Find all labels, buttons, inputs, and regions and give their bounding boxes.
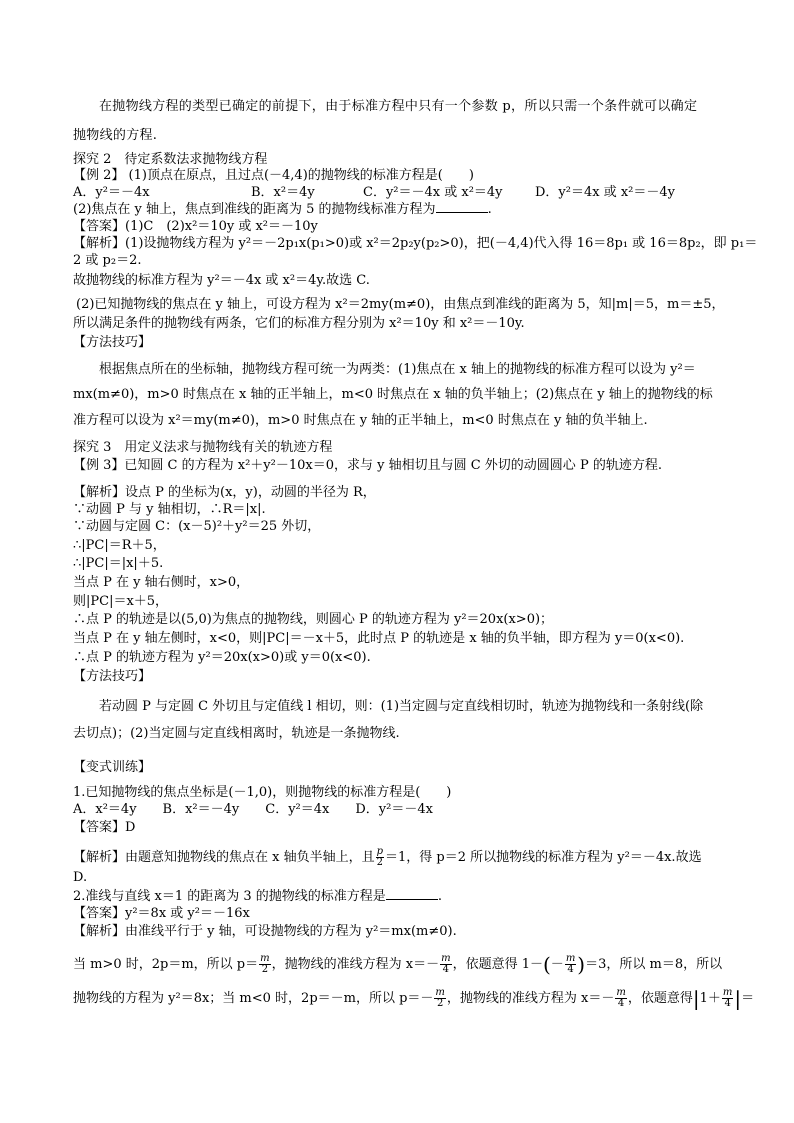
variant-q2-answer: 【答案】y²＝8x 或 y²＝－16x	[73, 906, 250, 921]
option-b: B．x²＝4y	[251, 185, 315, 200]
analysis-line: 【解析】(1)设抛物线方程为 y²＝－2p₁x(p₁>0)或 x²＝2p₂y(p₂>0)，把(－4,4)代入得 16＝8p₁ 或 16＝8p₂，即 p₁＝	[73, 236, 758, 251]
variant-q2-analysis: 【解析】由准线平行于 y 轴，可设抛物线的方程为 y²＝mx(m≠0).	[73, 924, 457, 939]
fraction-m-over-4: $\frac{m}{4}$	[722, 987, 733, 1009]
analysis-line: 当点 P 在 y 轴左侧时，x<0，则|PC|＝－x＋5，此时点 P 的轨迹是 x 轴的负半轴，即方程为 y＝0(x<0).	[73, 631, 685, 646]
intro-line-2: 抛物线的方程.	[73, 128, 158, 143]
analysis-line: ∴点 P 的轨迹方程为 y²＝20x(x>0)或 y＝0(x<0).	[73, 650, 371, 665]
variant-q1-analysis-end: D.	[73, 870, 88, 885]
variant-q2: 2.准线与直线 x＝1 的距离为 3 的抛物线的标准方程是 .	[73, 889, 442, 904]
variant-q1-answer: 【答案】D	[73, 820, 136, 835]
analysis-line: ∴|PC|＝|x|＋5.	[73, 556, 164, 571]
option-a: A．y²＝－4x	[73, 185, 150, 200]
method-line: 去切点)；(2)当定圆与定直线相离时，轨迹是一条抛物线.	[73, 726, 400, 741]
example2-options	[73, 185, 675, 201]
method-title: 【方法技巧】	[73, 669, 152, 684]
analysis-line: 故抛物线的标准方程为 y²＝－4x 或 x²＝4y.故选 C.	[73, 273, 370, 288]
probe2-title: 探究 2 待定系数法求抛物线方程	[73, 152, 268, 167]
analysis-line: ∴点 P 的轨迹是以(5,0)为焦点的抛物线，则圆心 P 的轨迹方程为 y²＝20x(x>0)；	[73, 612, 554, 627]
method-line: 准方程可以设为 x²＝my(m≠0)，m>0 时焦点在 y 轴的正半轴上，m<0 时焦点在 y 轴的负半轴上.	[73, 413, 648, 428]
option-d: D．y²＝4x 或 x²＝－4y	[535, 185, 676, 200]
answer-blank	[436, 201, 488, 213]
example3-question: 【例 3】已知圆 C 的方程为 x²＋y²－10x＝0，求与 y 轴相切且与圆 C 外切的动圆圆心 P 的轨迹方程.	[73, 458, 662, 473]
example2-q2: (2)焦点在 y 轴上，焦点到准线的距离为 5 的抛物线标准方程为 .	[73, 202, 492, 217]
analysis-line: 所以满足条件的抛物线有两条，它们的标准方程分别为 x²＝10y 和 x²＝－10y.	[73, 316, 525, 331]
abs-bar: |	[692, 986, 700, 1011]
example2-question: 【例 2】 (1)顶点在原点，且过点(－4,4)的抛物线的标准方程是( )	[73, 168, 474, 183]
analysis-line: 2 或 p₂＝2.	[73, 253, 142, 268]
analysis-line: ∴|PC|＝R＋5，	[73, 538, 166, 553]
answer-blank	[386, 888, 438, 900]
variant-q2-line-4: 抛物线的方程为 y²＝8x；当 m<0 时，2p＝－m，所以 p＝－ $\frac{m}{2}$ ，抛物线的准线方程为 x＝－ $\frac{m}{4}$ ，依题意得|1＋ $\frac{m}{4}$ |＝	[73, 986, 755, 1011]
analysis-line: ∵动圆 P 与 y 轴相切，∴R＝|x|.	[73, 502, 266, 517]
fraction-m-over-2: $\frac{m}{2}$	[260, 953, 270, 975]
method-line: 根据焦点所在的坐标轴，抛物线方程可统一为两类：(1)焦点在 x 轴上的抛物线的标准方程可以设为 y²＝	[99, 362, 696, 377]
variant-q1: 1.已知抛物线的焦点坐标是(－1,0)，则抛物线的标准方程是( )	[73, 785, 452, 800]
variant-q1-analysis: 【解析】由题意知抛物线的焦点在 x 轴负半轴上，且 $\frac{p}{2}$ ＝1，得 p＝2 所以抛物线的标准方程为 y²＝－4x.故选	[73, 846, 702, 868]
fraction-p-over-2: $\frac{p}{2}$	[376, 846, 384, 868]
method-line: 若动圆 P 与定圆 C 外切且与定值线 l 相切，则：(1)当定圆与定直线相切时，轨迹为抛物线和一条射线(除	[99, 699, 704, 714]
paren-close: )	[577, 952, 586, 977]
fraction-m-over-4: $\frac{m}{4}$	[441, 953, 451, 975]
variant-q2-line-3: 当 m>0 时，2p＝m，所以 p＝ $\frac{m}{2}$ ，抛物线的准线方程为 x＝－ $\frac{m}{4}$ ，依题意得 1－(－ $\frac{m}{4}$ )＝3，所以 m＝8，所以	[73, 952, 723, 977]
fraction-m-over-4: $\frac{m}{4}$	[565, 953, 576, 975]
intro-line-1: 在抛物线方程的类型已确定的前提下，由于标准方程中只有一个参数 p，所以只需一个条件就可以确定	[99, 99, 698, 114]
analysis-line: 则|PC|＝x＋5，	[73, 594, 169, 609]
example2-answer: 【答案】(1)C (2)x²＝10y 或 x²＝－10y	[73, 219, 318, 234]
variant-title: 【变式训练】	[73, 760, 152, 775]
paren-open: (	[542, 952, 551, 977]
method-title: 【方法技巧】	[73, 335, 152, 350]
analysis-line: (2)已知抛物线的焦点在 y 轴上，可设方程为 x²＝2my(m≠0)，由焦点到准线的距离为 5，知|m|＝5，m＝±5，	[76, 297, 725, 312]
analysis-line: ∵动圆与定圆 C：(x－5)²＋y²＝25 外切，	[73, 519, 321, 534]
probe3-title: 探究 3 用定义法求与抛物线有关的轨迹方程	[73, 440, 333, 455]
option-c: C．y²＝－4x 或 x²＝4y	[363, 185, 503, 200]
method-line: mx(m≠0)，m>0 时焦点在 x 轴的正半轴上，m<0 时焦点在 x 轴的负半轴上；(2)焦点在 y 轴上的抛物线的标	[73, 387, 713, 402]
analysis-line: 【解析】设点 P 的坐标为(x，y)，动圆的半径为 R，	[73, 485, 376, 500]
abs-bar: |	[734, 986, 742, 1011]
fraction-m-over-2: $\frac{m}{2}$	[435, 987, 445, 1009]
analysis-line: 当点 P 在 y 轴右侧时，x>0，	[73, 575, 250, 590]
fraction-m-over-4: $\frac{m}{4}$	[616, 987, 626, 1009]
variant-q1-options: A．x²＝4y B．x²＝－4y C．y²＝4x D．y²＝－4x	[73, 802, 433, 817]
